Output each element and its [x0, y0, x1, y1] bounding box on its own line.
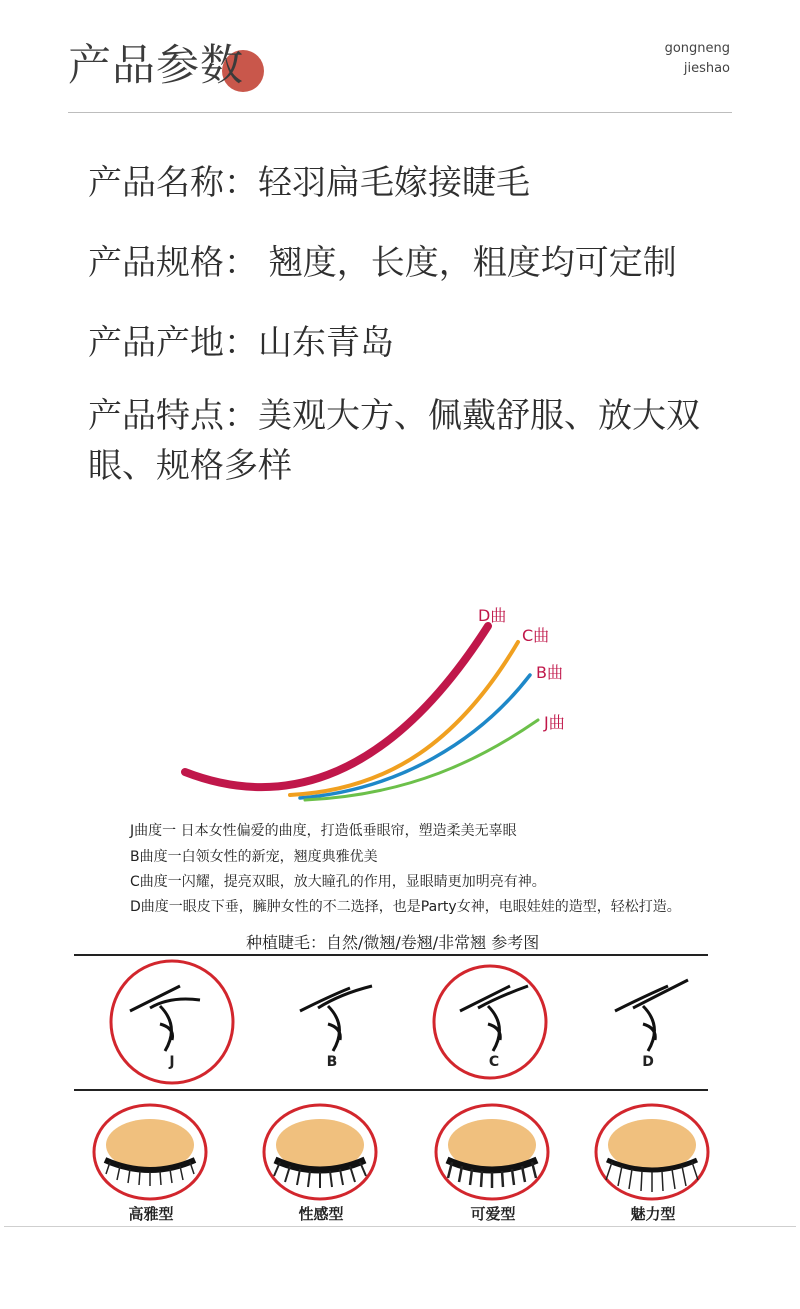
style-label-elegant: 高雅型	[128, 1205, 174, 1223]
curl-d-line	[185, 626, 488, 787]
style-label-charm: 魅力型	[630, 1205, 676, 1223]
eye-label-c: C	[488, 1054, 500, 1070]
reference-title: 种植睫毛：自然/微翘/卷翘/非常翘 参考图	[246, 933, 540, 952]
lash-styles	[0, 1100, 800, 1210]
curl-label-d: D曲	[478, 606, 507, 625]
curl-desc-d: D曲度一眼皮下垂，臃肿女性的不二选择，也是Party女神，电眼娃娃的造型，轻松打造。	[130, 899, 681, 915]
spec-size: 产品规格： 翘度，长度，粗度均可定制	[88, 243, 677, 283]
curl-desc-c: C曲度一闪耀，提亮双眼，放大瞳孔的作用，显眼睛更加明亮有神。	[130, 874, 546, 890]
curl-label-b: B曲	[536, 663, 563, 682]
eye-label-j: J	[169, 1054, 175, 1070]
lash-elegant-icon	[94, 1105, 206, 1199]
style-label-sexy: 性感型	[298, 1205, 344, 1223]
page-title: 产品参数	[68, 41, 244, 91]
eye-label-d: D	[642, 1054, 654, 1070]
spec-origin: 产品产地：山东青岛	[88, 323, 394, 363]
spec-features: 产品特点：美观大方、佩戴舒服、放大双眼、规格多样	[88, 396, 700, 486]
subtitle-line-1: gongneng	[664, 41, 730, 56]
curl-desc-b: B曲度一白领女性的新宠，翘度典雅优美	[130, 849, 378, 865]
eye-label-b: B	[326, 1054, 338, 1070]
lash-sexy-icon	[264, 1105, 376, 1199]
curl-b-line	[300, 675, 530, 798]
bottom-divider	[4, 1226, 796, 1227]
lash-charm-icon	[596, 1105, 708, 1199]
curl-diagram	[0, 590, 800, 820]
eye-d-icon	[615, 980, 688, 1051]
spec-name: 产品名称：轻羽扁毛嫁接睫毛	[88, 163, 530, 203]
header-divider	[68, 112, 732, 113]
lash-cute-icon	[436, 1105, 548, 1199]
subtitle-line-2: jieshao	[683, 61, 730, 76]
curl-desc-j: J曲度一 日本女性偏爱的曲度，打造低垂眼帘，塑造柔美无辜眼	[130, 823, 517, 839]
eye-b-icon	[300, 986, 372, 1051]
reference-middle-line	[74, 1089, 708, 1091]
curl-label-j: J曲	[544, 713, 565, 732]
curl-label-c: C曲	[522, 626, 550, 645]
eye-profiles	[0, 956, 800, 1091]
style-label-cute: 可爱型	[470, 1205, 516, 1223]
